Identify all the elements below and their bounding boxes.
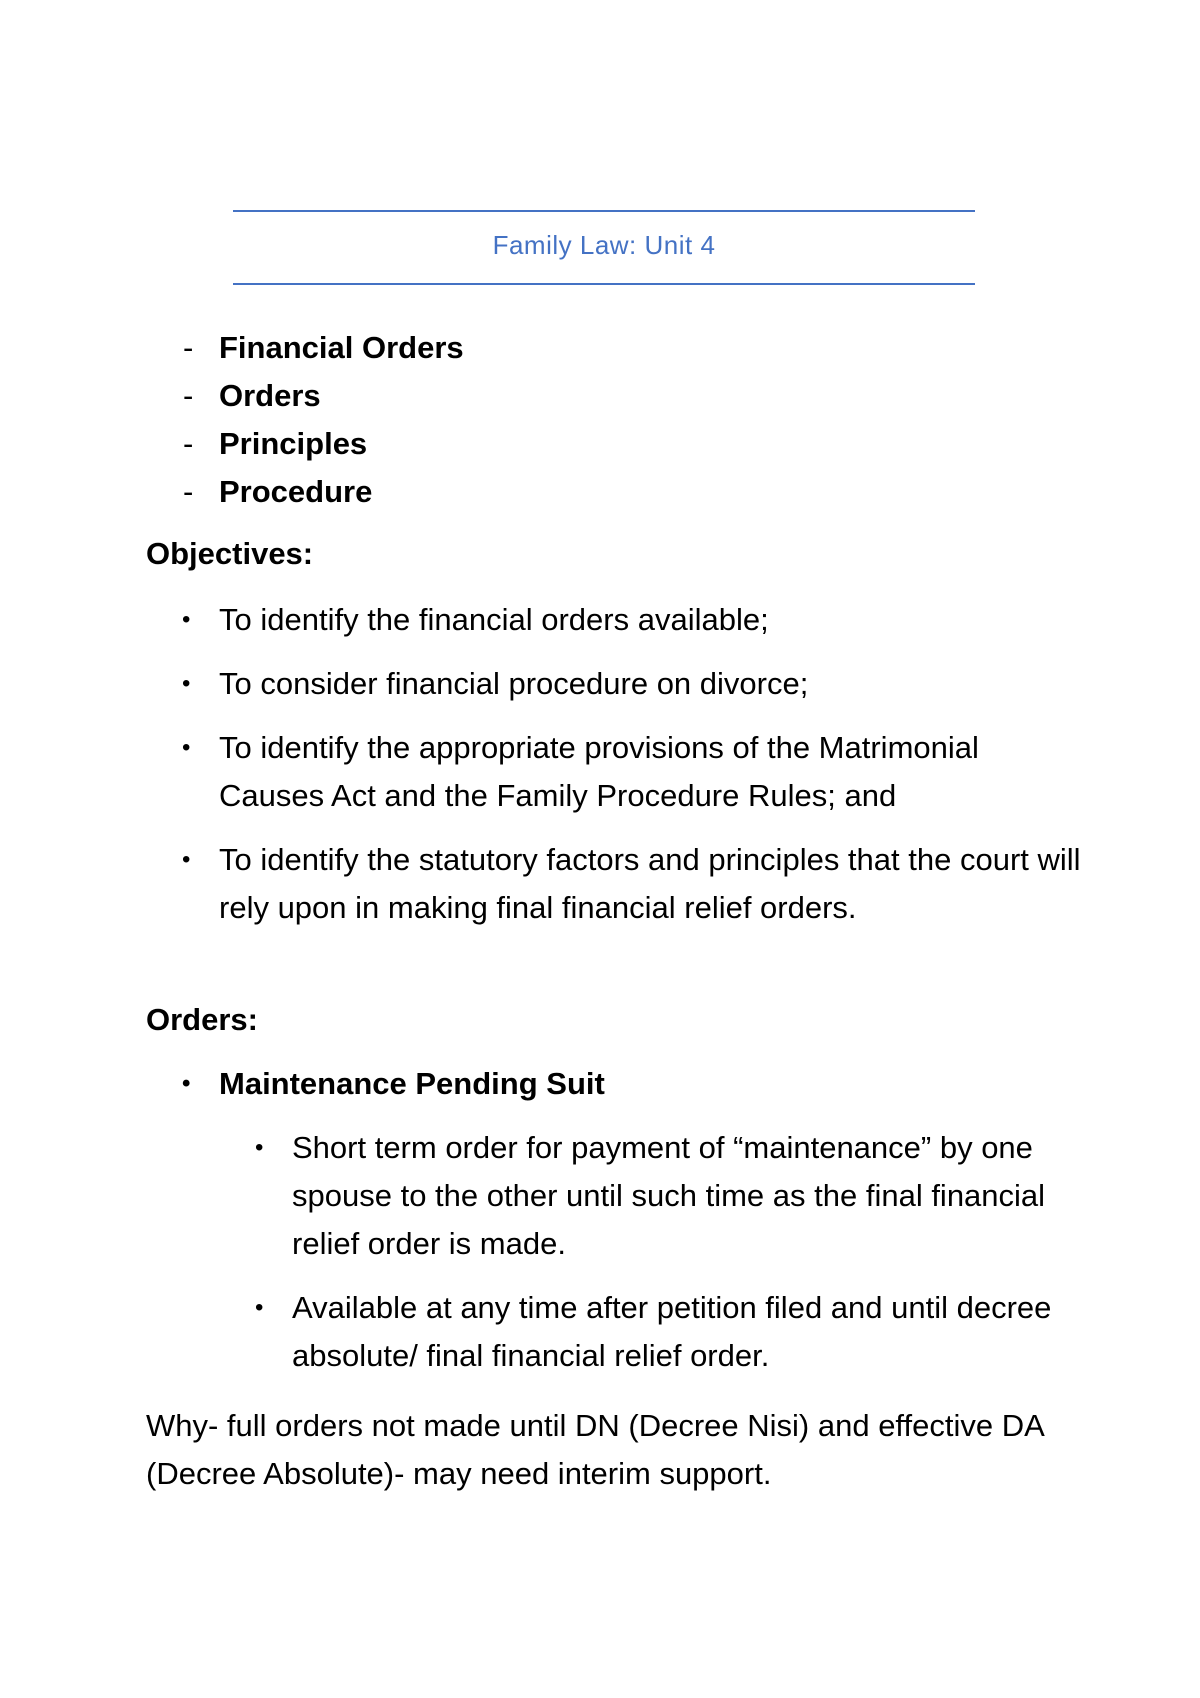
objective-text: To identify the appropriate provisions of the Matrimonial Causes Act and the Family Procedure Rules; and: [219, 730, 979, 813]
bullet-icon: •: [255, 1134, 264, 1161]
bullet-icon: •: [182, 670, 191, 697]
objective-text: To consider financial procedure on divorce;: [219, 666, 809, 701]
topic-item: [183, 326, 464, 374]
dash-marker: -: [183, 330, 194, 365]
orders-heading: Orders:: [146, 1002, 258, 1037]
dash-marker: -: [183, 378, 194, 413]
topic-label: Procedure: [219, 474, 373, 509]
bullet-icon: •: [255, 1294, 264, 1321]
order-detail-item: [219, 1124, 1089, 1268]
order-detail-text: Available at any time after petition filed and until decree absolute/ final financial relief order.: [292, 1290, 1052, 1373]
bullet-icon: •: [182, 734, 191, 761]
topic-label: Orders: [219, 378, 321, 413]
objective-item: [146, 836, 1086, 932]
topic-item: [183, 422, 464, 470]
objective-text: To identify the statutory factors and principles that the court will rely upon in making final financial relief orders.: [219, 842, 1081, 925]
topic-item: [183, 470, 464, 518]
objective-text: To identify the financial orders available;: [219, 602, 769, 637]
bullet-icon: •: [182, 1070, 191, 1097]
topic-list: [183, 326, 464, 518]
objectives-list: [146, 596, 1086, 948]
order-detail-item: [219, 1284, 1089, 1380]
objectives-heading: Objectives:: [146, 536, 314, 571]
page-header-title: Family Law: Unit 4: [492, 230, 716, 260]
topic-label: Principles: [219, 426, 368, 461]
dash-marker: -: [183, 474, 194, 509]
order-details-list: [219, 1124, 1089, 1396]
header-bottom-rule: [233, 283, 975, 285]
closing-paragraph: Why- full orders not made until DN (Decree Nisi) and effective DA (Decree Absolute)- may need interim support.: [146, 1408, 1044, 1491]
dash-marker: -: [183, 426, 194, 461]
topic-label: Financial Orders: [219, 330, 464, 365]
objective-item: [146, 660, 1086, 708]
orders-list: [146, 1060, 1086, 1124]
objective-item: [146, 724, 1086, 820]
order-detail-text: Short term order for payment of “maintenance” by one spouse to the other until such time as the final financial relief order is made.: [292, 1130, 1046, 1261]
bullet-icon: •: [182, 846, 191, 873]
order-item: [146, 1060, 1086, 1108]
bullet-icon: •: [182, 606, 191, 633]
header-top-rule: [233, 210, 975, 212]
objective-item: [146, 596, 1086, 644]
order-title: Maintenance Pending Suit: [219, 1066, 605, 1101]
topic-item: [183, 374, 464, 422]
